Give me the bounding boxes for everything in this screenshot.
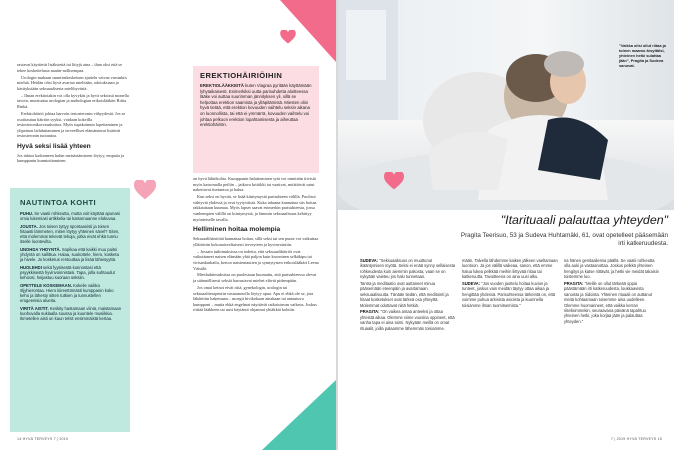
paragraph: Jos tahtoa kadonneen halun metsästämiseen löytyy, empatia ja kumppanin kunnioittaminen bbox=[17, 152, 125, 164]
subheading: Helliminen hoitaa molempia bbox=[193, 226, 281, 234]
right-column-3 bbox=[564, 258, 660, 326]
box-body: EREKTIOLÄÄKKEITÄ kuten Viagraa pyritään käyttämään lyhytaikaisesti. Esimerkiksi uutta parisuhdetta aloitteessa lääke voi auttaa suurimman jännityksen yli, sillä se helpottaa erektion saamista ja ylläpitämistä. Miesten olisi hyvä tietää, että erektion kovuuden vaihtelu seksin aikana on luonnollista, tai että ei ymmärrä, kovuuden vaihtelu voi johtaa pelkoon erektion lopahtamisesta ja aiheuttaa erektiohäiriön. bbox=[200, 83, 312, 128]
left-column-3 bbox=[193, 176, 319, 314]
paragraph: Erektiohäiriö johtaa harvoin testosteronin vähyydestä. Jos se osoittautuu häiriön syyksi, voidaan kokeilla testosteronikorvaushoitoa. Myös tupakoinnin lopettaminen ja ylipainon laihduttaminen ja terveelliset elämäntavat lisäävät testosteronin tuotantoa. bbox=[17, 110, 126, 139]
list-item: OPETTELE KOSKEMAAN. Kokeile vaikka öljyhierontaa. Hiero kiireettömästi kumppanin koko keho ja lähesty sitten tutkien ja tunnustellen erogeenisia alueita. bbox=[20, 282, 114, 304]
nautintoa-kohti-box bbox=[10, 188, 130, 432]
subheading: Hyvä seksi lisää yhteen bbox=[17, 142, 91, 150]
page-footer: 14 HYVÄ TERVEYS 7 | 2019 bbox=[17, 437, 69, 441]
paragraph: PRAGITA: "On vaikea antaa anteeksi ja ottaa yhteistä aikaa. Olemme viime vuosina oppineet, että vanha tapa ei aina toimi. Nykyään meillä on omat rituaalit, joilla palaamme lähemmäs toisiamme. bbox=[360, 309, 455, 331]
article-standfirst: Pragita Teerisuo, 53 ja Sudeva Huhtamäki, 61, ovat opetelleet pääsemään irti katkeruudesta. bbox=[460, 232, 668, 247]
right-column-1 bbox=[360, 258, 456, 332]
paragraph: Urologin mukaan suuntiaskeskeinen ajattelu vaivaa varsinkin miehiä. Heidän olisi hyvä avartaa mielitään, odotuksiaan ja käsityksiään seksuaalisesta mielihyvästä. bbox=[17, 74, 127, 91]
paragraph: rastavat käyttävät lisäksiettä tai liityjä aina – ihan oksi että se tekee koskettelusta naatin-nollisempaa. bbox=[17, 62, 123, 73]
page-footer: 7 | 2019 HYVÄ TERVEYS 15 bbox=[610, 437, 662, 441]
paragraph: na hänen genitaaliensa päällä. Se vaatii rohkeutta olla auki ja vastaanottaa. Joskus pelkkä yhteinen hengitys ja katse riittävät, ja hetki vie meidät takaisin toistemme luo. bbox=[564, 258, 659, 280]
paragraph: Tantra ja meditaatio ovat auttaneet minua pääsemään eteenpäin ja avartamaan seksuaalisuutta. Tänään tiedän, että meditointi ja hitaat kosketukset ovat tärkeä osa yhteyttä. Molemmat odottavat niitä hetkiä. bbox=[360, 281, 449, 308]
list-item: JOUSTA. Jos toisen tyttyy spontaanisti ja toisen hitaasti lämmeten, miten löytyy yhteinen sävel? Siten, että molemmat tekevät tekoja, jotka eivät ehkä tunnu itselle luontevilta. bbox=[20, 223, 120, 245]
list-item: VIRITÄ AISTIT. Keskity hastamaan viiniä, maistamaan kuohuvalla suklaalla suussa ja kuuntele musiikkia. Ikmetellen aisti un kaun telsit ensimmäistä kertaa. bbox=[20, 305, 122, 322]
list-item: PUHU. Se vaatii rohkeutta, mutta voit käyttää apunasi omia lukemiasi artikkelia tai katsomaanne elokuvaa. bbox=[20, 211, 120, 222]
paragraph: SUDEVA: "Jos vuoden jaottelu hoitaa kuvion ja tunteet, joskus vain meidän täytyy ottaa aikaa ja hengittää yhdessä. Parisuhteessa tärkeintä on, että voimme puhua arkisista asioista ja kuunnella toisiamme ilman tuomitsemista." bbox=[462, 281, 556, 308]
paragraph: PRAGITA: "Meille on ollut tärkeää oppia päästämään irti katkeruudesta, loukkaavista sanoista ja riidoista. Yhteinen rituaali on auttanut meitä kohtaamaan toisemme aina uudelleen. Olemme huomanneet, että vaikka kerran riitelisimmekin, seuraavana päivänä tapahtuu yhteinen hetki, joka korjaa jään ja palauttaa yhteyden." bbox=[564, 281, 652, 324]
mint-corner-decoration bbox=[262, 380, 336, 450]
box-title: NAUTINTOA KOHTI bbox=[20, 198, 97, 207]
paragraph: mään. Talvella lähdemme kaiken jälkeen vaeltamaan luontoon. Ja jos välillä vaikeaa, sanon, että emme halua lukea pelkkää meihin liittyvää riitaa tai katkeruutta. Tavoitteena on aina uusi alku. bbox=[462, 258, 558, 280]
paragraph: Seksuaalihäiriöitä kannattaa hoitaa, sillä seksi tai sen puute voi vaikuttaa yllättävän kokonaisvaltaisesti terveyteen ja hyvinvointiin. bbox=[193, 236, 319, 247]
heart-icon bbox=[134, 180, 156, 200]
photo-caption: "Vaikka olisi ollut riitaa ja toinen maamo ärsyttäisi, yhteinen hetki sulattaa jään", Pragita ja Sudeva sanovat. bbox=[619, 43, 666, 68]
heart-icon bbox=[384, 172, 404, 190]
paragraph: on hyvä lähtökohta. Kumppanin halutteminen sytä voi nimittäin tiivistä myös katsomalla peiliin – jatkava kritiikki tai vaativat, mitätöivät satut nakertavat itsetuntoa ja halua. bbox=[193, 176, 316, 193]
paragraph: – Ilman erektiotakin voi olla kyvykäs ja hyvä seksissä monella tavoin, muistuttaa urologian ja andrologian erikoislääkäri Riitta Rinkä. bbox=[17, 92, 129, 109]
left-page bbox=[0, 0, 336, 450]
paragraph: – Jossain tutkimuksissa on todettu, että seksuaalihäiriöt ovat vaikuttaneet naisen elämään yhtä paljon kuin krooninen selkäkipu tai virtsankarkailu, kertoo naistentautien ja synnytysten erikoislääkäri Leena Väisälä. bbox=[193, 248, 319, 271]
list-item: UNOHDA YHDYNTÄ. Sopikaa että kaikki muu paitsi yhdyntä on sallittua. Halaa, suukottele, hiero, kosketa ja hivele. Jo kosketus rentouttaa ja lisää läheisyyttä. bbox=[20, 246, 119, 263]
box-title: EREKTIOHÄIRIÖIHIN bbox=[200, 71, 283, 80]
right-page bbox=[338, 0, 674, 450]
erektiohairioihin-box bbox=[193, 66, 319, 173]
heart-icon bbox=[280, 30, 296, 44]
list-item: HUOLEHDI sekä fyysisestä kunnostasi että psyykkisestä hyvinvoinnistasi. Tapa, jolla suhtaudut kehoosi, heijastuu suoraan seksiin. bbox=[20, 264, 115, 281]
paragraph: Jos omat keinot eivät riitä, gynekologin, urologin tai seksuaaliterapeutin vastaanotolla löytyy apua. Apu ei ehkä ole se, jota lähdettiin hakemaan – moegit hivikokaan ainakaan tai antautuva kumppani – mutta ehkä engelmat näyttävät ratkaistuvan vaikeus. Joskus riittää lääkkeen tai uusi käytäntö ohjannut yhtäkkiä kohtiin. bbox=[193, 285, 317, 313]
paragraph: Mieshuhtimuksissa on puolestaan huomattu, että parisuhteessa olevat ja säännöllisesti seksiä harrastavat miehet elävät pidempään. bbox=[193, 272, 317, 284]
paragraph: SUDEVA: "Seksuaalisuus on muuttunut ikääntymisen myötä. Seksi ei enää synny sellaisesta rohkeudesta kuin aiemmin pakosta, vaan se on nykyään vaieteu jos halu tunnetaan. bbox=[360, 258, 456, 280]
paragraph: Kun seksi on hyvää, se lisää kiintymystä parisuhteen välillä. Puolisot vähtyvät yhdessä ja ovat tyytyväisiä. Kuka tahansa kannattaa siis hoitaa rakkauttaan kuumaa. Myös lapset saavat esimerkin parisuhteesta, jossa vanhempien välillä on kiintymystä, ja lämmin seksuaalisuus kehittyy myönteiselle tavalla. bbox=[193, 194, 317, 222]
right-column-2 bbox=[462, 258, 558, 309]
article-headline: "Itarituaali palauttaa yhteyden" bbox=[500, 213, 668, 227]
left-column-1 bbox=[17, 62, 130, 165]
